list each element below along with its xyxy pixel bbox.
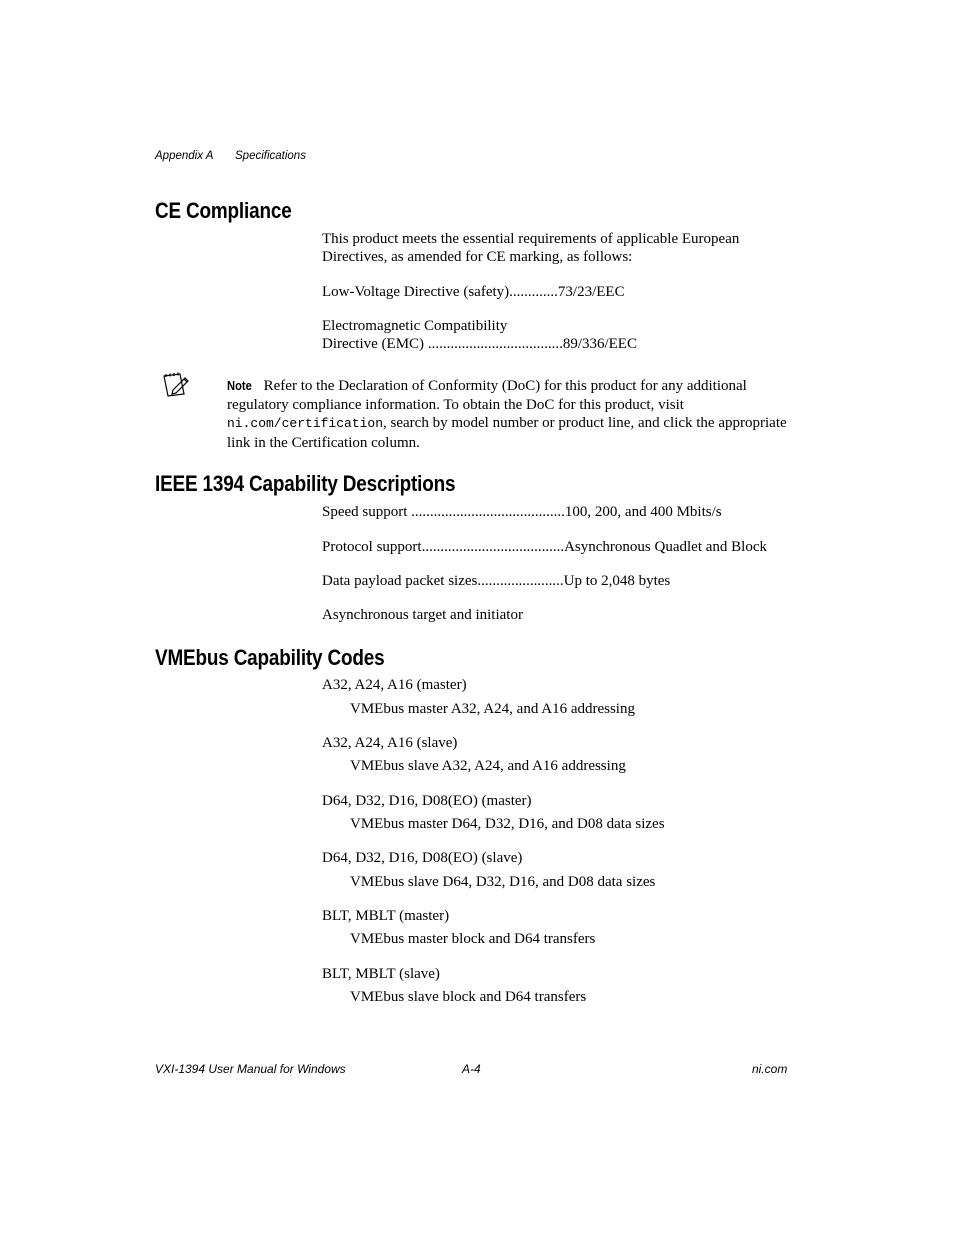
spec-speed-support (322, 503, 722, 521)
running-header-appendix: Appendix A (155, 150, 214, 162)
note-paragraph (227, 377, 787, 452)
spec-value: Asynchronous Quadlet and Block (564, 539, 767, 555)
capability-code: D64, D32, D16, D08(EO) (master) (322, 793, 532, 809)
note-pad-icon (160, 370, 192, 400)
spec-payload-size (322, 572, 670, 590)
note-text-part-2: , search by model number or product line, and click the appropriate link in the Certification column. (227, 415, 787, 451)
running-header-section: Specifications (235, 150, 306, 162)
spec-protocol-support (322, 538, 767, 556)
ieee-1394-heading: IEEE 1394 Capability Descriptions (155, 471, 456, 496)
capability-code: BLT, MBLT (master) (322, 908, 450, 924)
capability-code: A32, A24, A16 (slave) (322, 735, 458, 751)
capability-code: D64, D32, D16, D08(EO) (slave) (322, 850, 523, 866)
vmebus-heading: VMEbus Capability Codes (155, 645, 385, 670)
spec-low-voltage (322, 283, 625, 301)
footer-site-link[interactable]: ni.com (752, 1062, 788, 1076)
leader-dots: ....................... (477, 573, 564, 589)
note-label: Note (227, 378, 252, 393)
async-target-text: Asynchronous target and initiator (322, 607, 523, 623)
capability-description: VMEbus master block and D64 transfers (350, 931, 596, 947)
ce-compliance-heading: CE Compliance (155, 198, 292, 223)
spec-value: 73/23/EEC (557, 284, 625, 300)
footer-manual-title: VXI-1394 User Manual for Windows (155, 1062, 346, 1076)
capability-code: BLT, MBLT (slave) (322, 966, 440, 982)
leader-dots: ............. (509, 284, 558, 300)
spec-value: 89/336/EEC (562, 336, 637, 352)
leader-dots: ...................................... (421, 539, 565, 555)
spec-value: Up to 2,048 bytes (563, 573, 671, 589)
capability-code: A32, A24, A16 (master) (322, 677, 467, 693)
capability-description: VMEbus master A32, A24, and A16 addressing (350, 701, 635, 717)
ce-intro-line-2: Directives, as amended for CE marking, as follows: (322, 249, 633, 265)
spec-emc-label-line-1: Electromagnetic Compatibility (322, 318, 508, 334)
leader-dots: .................................... (424, 336, 563, 352)
spec-label: Low-Voltage Directive (safety) (322, 284, 510, 300)
spec-label: Directive (EMC) (322, 336, 425, 352)
spec-label: Speed support (322, 504, 408, 520)
capability-description: VMEbus slave block and D64 transfers (350, 989, 587, 1005)
certification-link[interactable]: ni.com/certification (227, 416, 384, 431)
spec-emc (322, 335, 637, 353)
capability-description: VMEbus slave D64, D32, D16, and D08 data sizes (350, 874, 656, 890)
spec-label: Data payload packet sizes (322, 573, 478, 589)
spec-label: Protocol support (322, 539, 422, 555)
ce-intro-line-1: This product meets the essential requirements of applicable European (322, 231, 740, 247)
footer-page-number: A-4 (462, 1062, 481, 1076)
note-text-part-1: Refer to the Declaration of Conformity (DoC) for this product for any additional regulatory compliance information. To obtain the DoC for this product, visit (227, 378, 747, 413)
capability-description: VMEbus slave A32, A24, and A16 addressing (350, 758, 626, 774)
leader-dots: ......................................... (407, 504, 565, 520)
capability-description: VMEbus master D64, D32, D16, and D08 data sizes (350, 816, 665, 832)
spec-value: 100, 200, and 400 Mbits/s (564, 504, 722, 520)
